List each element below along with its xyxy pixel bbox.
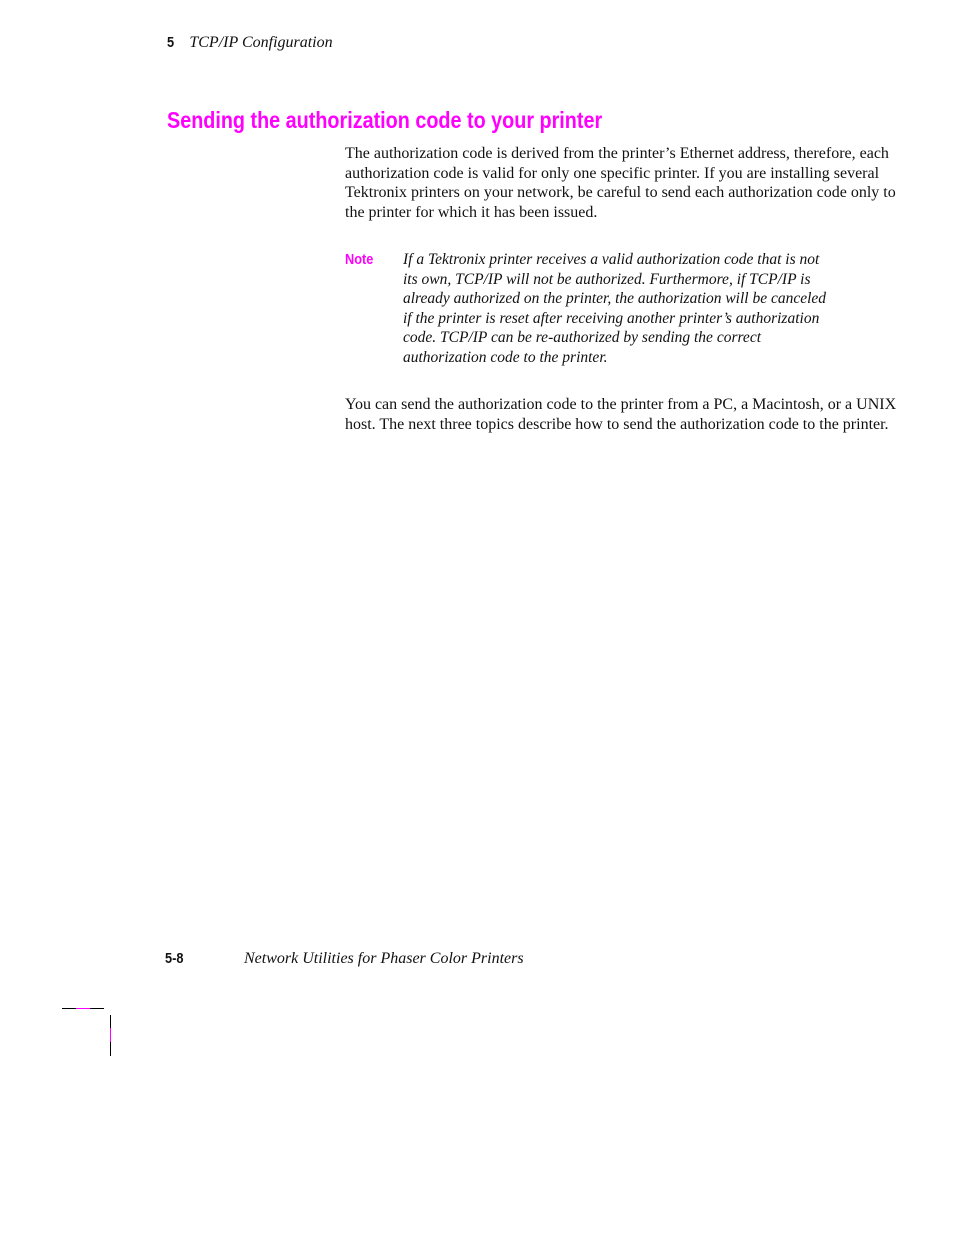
page-number: 5-8 [165,950,184,967]
note-label: Note [345,251,374,268]
book-title: Network Utilities for Phaser Color Printers [244,950,524,967]
running-head [167,33,333,53]
chapter-number: 5 [167,34,175,51]
body-paragraph-send-methods: You can send the authorization code to the printer from a PC, a Macintosh, or a UNIX host. The next three topics describe how to send the authorization code to the printer. [345,396,897,433]
note-text: If a Tektronix printer receives a valid authorization code that is not its own, TCP/IP will not be authorized. Furthermore, if TCP/IP is already authorized on the printer, the authorization will be canceled if the printer is reset after receiving another printer’s authorization code. TCP/IP can be re-authorized by sending the correct authorization code to the printer. [403,251,827,366]
page-footer [165,949,524,969]
body-paragraph-authorization-code: The authorization code is derived from the printer’s Ethernet address, therefore, each authorization code is valid for only one specific printer. If you are installing several Tektronix printers on your network, be careful to send each authorization code only to the printer for which it has been issued. [345,145,896,222]
chapter-title: TCP/IP Configuration [189,34,333,51]
crop-mark-vertical [110,1015,111,1056]
section-heading: Sending the authorization code to your printer [167,107,603,133]
crop-mark-horizontal [62,1008,104,1009]
